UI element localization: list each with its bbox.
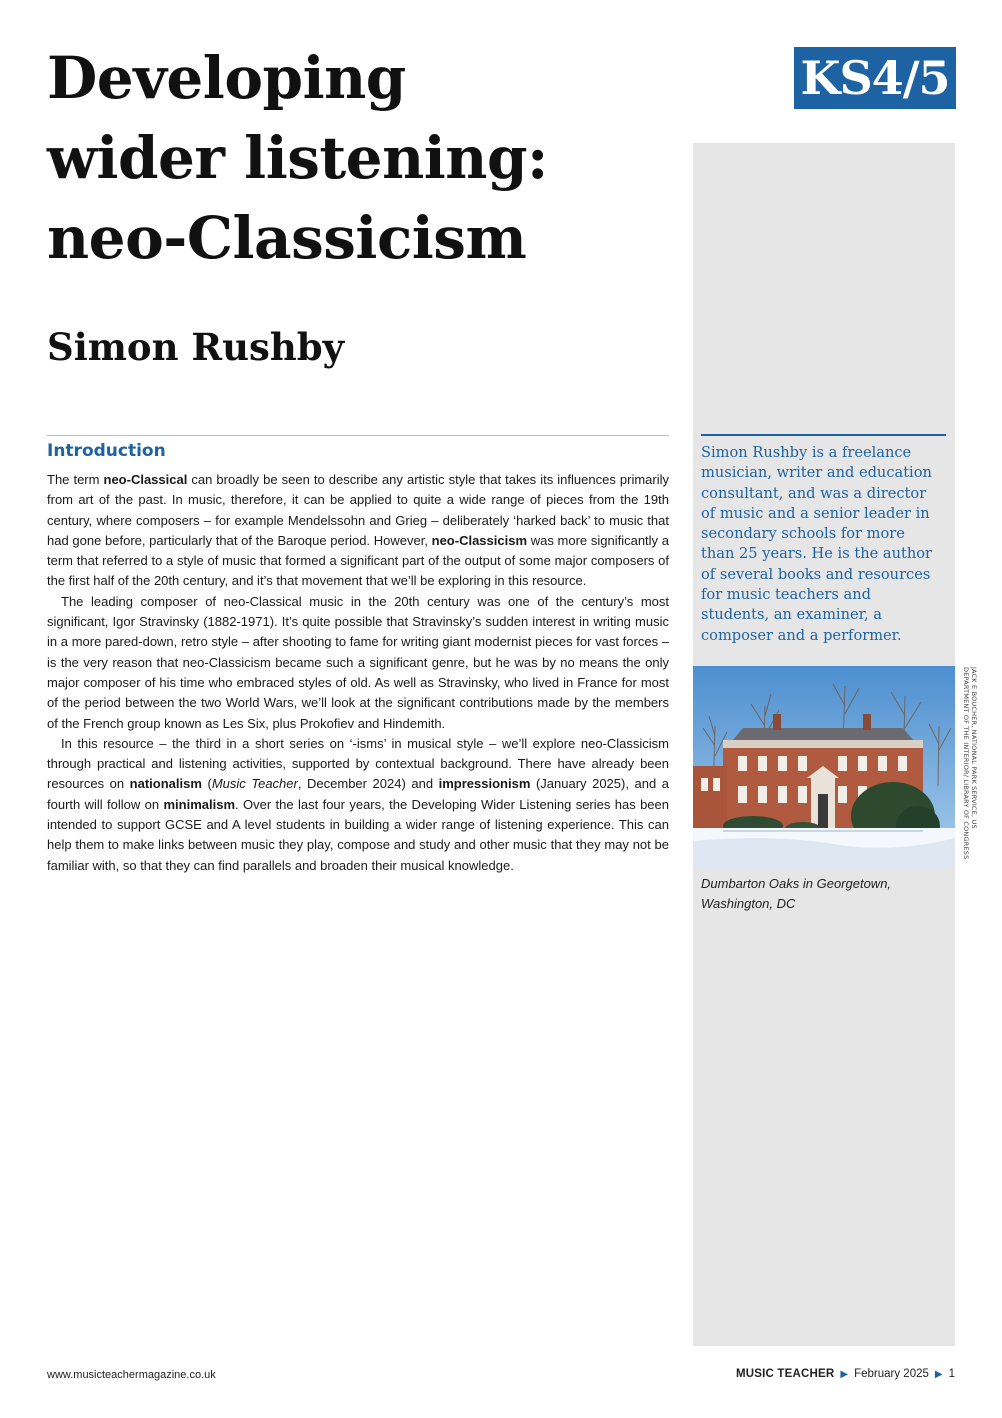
title-line: neo-Classicism	[47, 204, 527, 272]
triangle-arrow-icon: ▶	[934, 1368, 943, 1380]
article-title	[47, 38, 667, 278]
magazine-name: MUSIC TEACHER	[735, 1368, 835, 1380]
text-run: , December 2024) and	[297, 776, 439, 792]
photo-credit: JACK E BOUCHER, NATIONAL PARK SERVICE, US DEPARTMENT OF THE INTERIOR/ LIBRARY OF CONGRESS	[962, 667, 978, 860]
issue-date: February 2025	[854, 1368, 929, 1380]
key-stage-badge: KS4/5	[794, 47, 956, 109]
text-run: can broadly be seen to describe any artistic style that takes its influences primarily from art of the past. In music, therefore, it can be applied to quite a wide range of pieces from the 19th century, where composers – for example Mendelssohn and Grieg – deliberately ‘harked back’ to music that had gone before, particularly that of the Baroque period. However,	[47, 472, 669, 548]
article-body	[47, 470, 669, 876]
divider	[47, 435, 669, 436]
photo-caption: Dumbarton Oaks in Georgetown, Washington, DC	[701, 876, 892, 911]
author-bio: Simon Rushby is a freelance musician, writer and education consultant, and was a director of music and a senior leader in secondary schools for more than 25 years. He is the author of several books and resources for music teachers and students, an examiner, a composer and a performer.	[701, 444, 932, 644]
key-term: minimalism	[163, 796, 236, 812]
title-line: wider listening:	[47, 124, 548, 192]
page-number: 1	[948, 1368, 955, 1380]
sidebar-divider	[701, 434, 946, 436]
key-term: neo-Classical	[103, 472, 188, 487]
text-run: The term	[47, 472, 104, 487]
paragraph: The leading composer of neo-Classical music in the 20th century was one of the century’s most significant, Igor Stravinsky (1882-1971). It’s quite possible that Stravinsky’s sudden interest in writing music in a more pared-down, retro style – after shooting to fame for writing giant modernist pieces for vast forces – is the very reason that neo-Classicism became such a significant genre, but he was by no means the only major composer of his time who embraced styles of old. As well as Stravinsky, who lived in France for most of the period between the two World Wars, we’ll look at the significant contributions made by the members of the French group known as Les Six, plus Prokofiev and Hindemith.	[47, 593, 669, 731]
key-term: nationalism	[129, 776, 202, 792]
footer-issue-info	[736, 1368, 955, 1380]
text-run: was more significantly a term that referred to a style of music that formed a significant part of the output of some major composers of the first half of the 20th century, and it’s that movement that we’ll be exploring in this resource.	[47, 532, 669, 589]
triangle-arrow-icon: ▶	[840, 1368, 849, 1380]
text-run: . Over the last four years, the Developing Wider Listening series has been intended to support GCSE and A level students in building a wider range of listening experience. This can help them to make links between music they play, compose and study and other music that they may not be familiar with, so that they can find parallels and broaden their musical knowledge.	[47, 796, 669, 873]
author-name: Simon Rushby	[47, 325, 345, 369]
section-heading: Introduction	[47, 441, 166, 461]
text-run: In this resource – the third in a short series on ‘-isms’ in musical style – we’ll explore neo-Classicism through practical and listening activities, supported by contextual background. There have already been resources on	[47, 735, 669, 792]
key-term: neo-Classicism	[431, 532, 528, 548]
magazine-title: Music Teacher	[211, 776, 298, 792]
paragraph	[47, 470, 669, 592]
text-run: (	[201, 776, 212, 792]
footer-url[interactable]: www.musicteachermagazine.co.uk	[47, 1369, 216, 1381]
title-line: Developing	[47, 44, 406, 112]
key-term: impressionism	[438, 776, 531, 792]
building-photo	[693, 666, 955, 868]
paragraph	[47, 734, 669, 876]
text-run: (January 2025), and a fourth will follow on	[47, 776, 670, 812]
